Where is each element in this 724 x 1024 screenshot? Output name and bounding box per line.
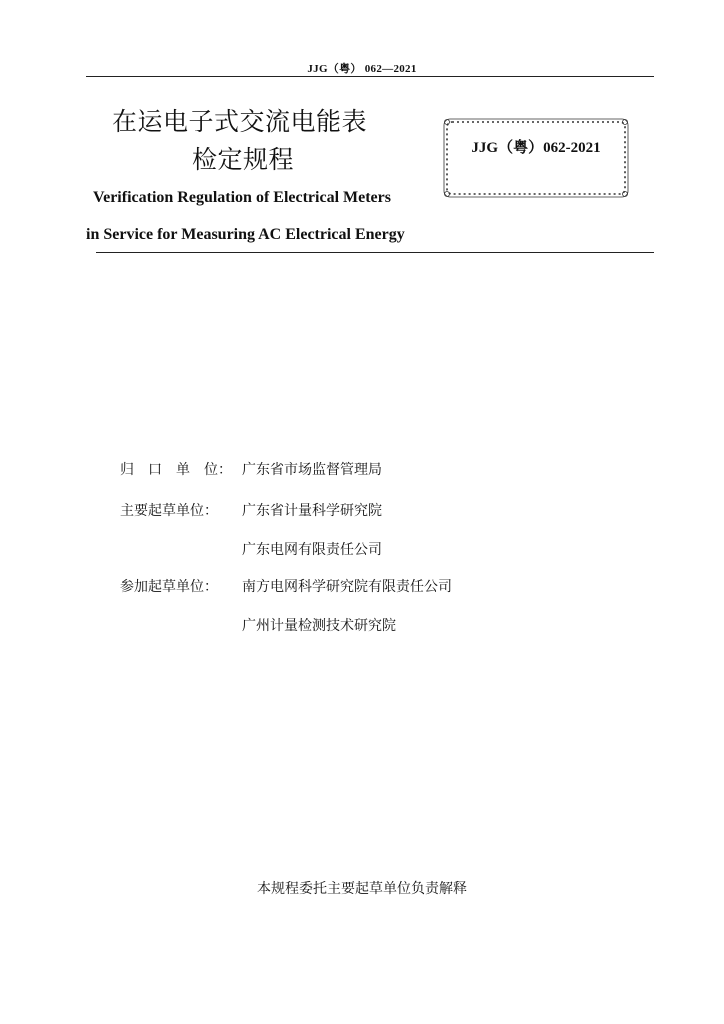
participating-value-2: 广州计量检测技术研究院 xyxy=(242,618,396,634)
title-chinese-line1: 在运电子式交流电能表 xyxy=(112,107,368,136)
centralized-unit-row xyxy=(120,460,382,480)
title-rule xyxy=(96,252,654,253)
title-chinese-line2: 检定规程 xyxy=(192,145,295,174)
standard-code-text: JJG（粤）062-2021 xyxy=(471,140,601,156)
main-drafting-value-1: 广东省计量科学研究院 xyxy=(242,503,382,519)
participating-label: 参加起草单位： xyxy=(120,579,218,595)
main-drafting-row-2 xyxy=(120,540,382,560)
title-english-line2: in Service for Measuring AC Electrical Energy xyxy=(86,226,405,243)
title-english-line1: Verification Regulation of Electrical Meters xyxy=(93,189,391,206)
participating-row xyxy=(120,577,452,597)
participating-row-2 xyxy=(120,616,396,636)
main-drafting-value-2: 广东电网有限责任公司 xyxy=(242,542,382,558)
decorative-border-icon xyxy=(441,116,631,200)
interpretation-note: 本规程委托主要起草单位负责解释 xyxy=(257,881,467,897)
centralized-unit-value: 广东省市场监督管理局 xyxy=(242,462,382,478)
main-drafting-label: 主要起草单位： xyxy=(120,503,218,519)
header-rule xyxy=(86,76,654,77)
standard-code-box xyxy=(441,116,631,200)
running-header-code: JJG（粤） 062—2021 xyxy=(307,63,417,75)
participating-value-1: 南方电网科学研究院有限责任公司 xyxy=(242,579,452,595)
centralized-unit-label: 归 口 单 位： xyxy=(120,462,232,478)
main-drafting-row xyxy=(120,501,382,521)
